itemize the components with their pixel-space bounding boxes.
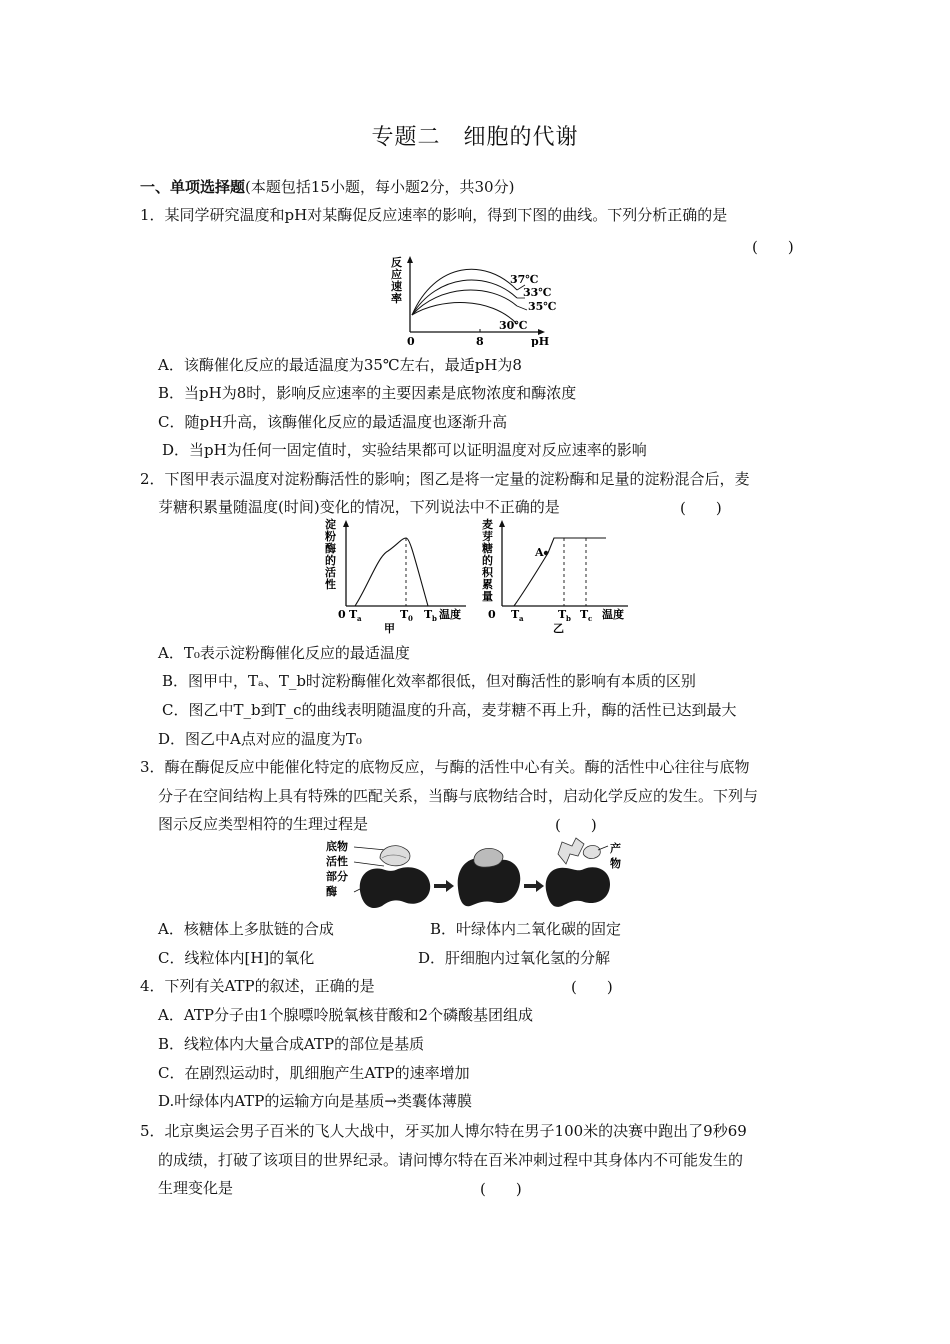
q2-yi-curve [514,538,606,606]
svg-text:b: b [432,614,437,623]
q3-substrate-2 [474,848,503,867]
q1-xtick-0: 0 [407,335,415,347]
section-heading-label: 一、单项选择题 [140,178,246,196]
page-title: 专题二 细胞的代谢 [371,125,579,150]
q2-yi-xtick-0: 0 [488,608,496,621]
q2-yi-point-a [544,551,548,555]
q1-ylabel-char: 率 [391,292,402,305]
svg-text:b: b [566,614,571,623]
q2-stem-line1: 2．下图甲表示温度对淀粉酶活性的影响；图乙是将一定量的淀粉酶和足量的淀粉混合后，麦 [140,470,750,488]
q1-ylabel-char: 应 [391,268,402,281]
q3-option-d: D．肝细胞内过氧化氢的分解 [418,949,611,967]
q1-ylabel-char: 速 [391,280,402,293]
q2-yi-ylabel-char: 量 [482,590,493,603]
q5-answer-blank: ( ) [480,1180,522,1198]
q2-option-d: D．图乙中A点对应的温度为T₀ [158,730,362,748]
q2-yi-xtick-ta: T [511,608,520,621]
q3-label-product-2: 物 [610,857,621,870]
q3-option-b: B．叶绿体内二氧化碳的固定 [430,920,622,938]
q1-y-arrow [407,256,413,263]
q3-stem-line2: 分子在空间结构上具有特殊的匹配关系，当酶与底物结合时，启动化学反应的发生。下列与 [158,787,759,805]
q1-option-d: D．当pH为任何一固定值时，实验结果都可以证明温度对反应速率的影响 [162,441,647,459]
q5-stem-line2: 的成绩，打破了该项目的世界纪录。请问博尔特在百米冲刺过程中其身体内不可能发生的 [158,1151,744,1169]
q4-option-a: A．ATP分子由1个腺嘌呤脱氧核苷酸和2个磷酸基团组成 [158,1006,534,1024]
q2-jia-ylabel-char: 酶 [325,542,336,555]
q3-figure [322,836,627,914]
q5-stem-line1: 5．北京奥运会男子百米的飞人大战中，牙买加人博尔特在男子100米的决赛中跑出了9秒69 [140,1122,747,1140]
q1-label-35: 35℃ [528,300,557,313]
q2-yi-point-label: A [535,546,544,559]
q2-answer-blank: ( ) [680,499,722,517]
q1-stem: 1．某同学研究温度和pH对某酶促反应速率的影响，得到下图的曲线。下列分析正确的是 [140,206,728,224]
q4-stem: 4．下列有关ATP的叙述，正确的是 [140,977,375,995]
section-note: (本题包括15小题，每小题2分，共30分) [245,178,515,196]
q3-product-1 [558,838,584,864]
q2-jia-ylabel-char: 活 [325,566,336,579]
q2-jia-xtick-tb: T [424,608,433,621]
q1-curve-37 [412,269,517,315]
q2-jia-xlabel: 温度 [439,608,461,621]
q1-option-a: A．该酶催化反应的最适温度为35℃左右，最适pH为8 [158,356,522,374]
q3-label-active: 活性 [326,855,348,868]
q1-option-b: B．当pH为8时，影响反应速率的主要因素是底物浓度和酶浓度 [158,384,577,402]
q2-yi-caption: 乙 [553,622,564,635]
q2-jia-ylabel [324,517,336,591]
q2-option-a: A．T₀表示淀粉酶催化反应的最适温度 [158,644,410,662]
q2-yi-xlabel: 温度 [602,608,624,621]
svg-text:a: a [519,614,524,623]
q2-jia-caption: 甲 [384,622,395,635]
q1-ylabel-char: 反 [391,256,402,269]
q2-yi-ylabel-char: 麦 [482,518,493,531]
q2-yi-ylabel-char: 芽 [482,530,493,543]
q4-option-b: B．线粒体内大量合成ATP的部位是基质 [158,1035,425,1053]
q3-enzyme-3 [546,867,610,907]
q2-jia-xtick-0: 0 [338,608,346,621]
q1-ylabel [391,255,402,305]
q3-option-a: A．核糖体上多肽链的合成 [158,920,334,938]
q3-label-enzyme: 酶 [326,885,337,898]
q3-stem-line1: 3．酶在酶促反应中能催化特定的底物反应，与酶的活性中心有关。酶的活性中心往往与底物 [140,758,750,776]
q2-stem-line2: 芽糖积累量随温度(时间)变化的情况，下列说法中不正确的是 [158,498,560,516]
q2-yi-ylabel-char: 糖 [482,542,493,555]
q3-answer-blank: ( ) [555,816,597,834]
section-heading [140,177,514,197]
q2-jia-xtick-t0: T [400,608,409,621]
q2-yi-ylabel-char: 的 [482,554,493,567]
svg-text:0: 0 [408,614,413,623]
q3-enzyme-1 [360,867,430,908]
q1-label-33: 33℃ [523,286,552,299]
q2-jia-xtick-ta: T [349,608,358,621]
q3-label-substrate: 底物 [326,840,348,853]
q2-jia-ylabel-char: 淀 [325,518,336,531]
q1-label-37: 37℃ [510,273,539,286]
q2-yi-xtick-tb: T [558,608,567,621]
q4-option-c: C．在剧烈运动时，肌细胞产生ATP的速率增加 [158,1064,470,1082]
q1-option-c: C．随pH升高，该酶催化反应的最适温度也逐渐升高 [158,413,508,431]
q2-jia-ylabel-char: 性 [325,578,336,591]
q3-arrow-1 [434,880,454,892]
q1-label-30: 30℃ [499,319,528,332]
q2-jia-ylabel-char: 的 [325,554,336,567]
q5-stem-line3: 生理变化是 [158,1179,234,1197]
q2-figure-yi [478,516,638,640]
q3-arrow-2 [524,880,544,892]
svg-text:c: c [588,614,593,623]
q2-yi-ylabel [482,517,494,603]
q3-product-2 [583,846,600,859]
q2-figure-jia [318,516,478,640]
q2-jia-curve [355,538,428,606]
q2-yi-xtick-tc: T [580,608,589,621]
q4-answer-blank: ( ) [571,978,613,996]
q2-jia-ylabel-char: 粉 [325,530,336,543]
q1-curve-33 [412,280,517,315]
q3-stem-line3: 图示反应类型相符的生理过程是 [158,815,369,833]
q4-option-d: D.叶绿体内ATP的运输方向是基质→类囊体薄膜 [158,1092,472,1110]
q1-answer-blank: ( ) [752,238,794,256]
q3-label-site: 部分 [326,870,348,883]
q2-option-c: C．图乙中T_b到T_c的曲线表明随温度的升高，麦芽糖不再上升，酶的活性已达到最大 [162,701,737,719]
q3-label-product-1: 产 [610,842,621,855]
q3-option-c: C．线粒体内[H]的氧化 [158,949,315,967]
q2-yi-ylabel-char: 累 [482,578,493,591]
q2-yi-ylabel-char: 积 [482,566,493,579]
q1-figure [385,252,560,347]
q1-xtick-8: 8 [476,335,484,347]
svg-text:a: a [357,614,362,623]
q2-option-b: B．图甲中，Tₐ、T_b时淀粉酶催化效率都很低，但对酶活性的影响有本质的区别 [162,672,696,690]
q1-xlabel: pH [531,335,550,347]
q3-substrate-1 [380,846,410,866]
